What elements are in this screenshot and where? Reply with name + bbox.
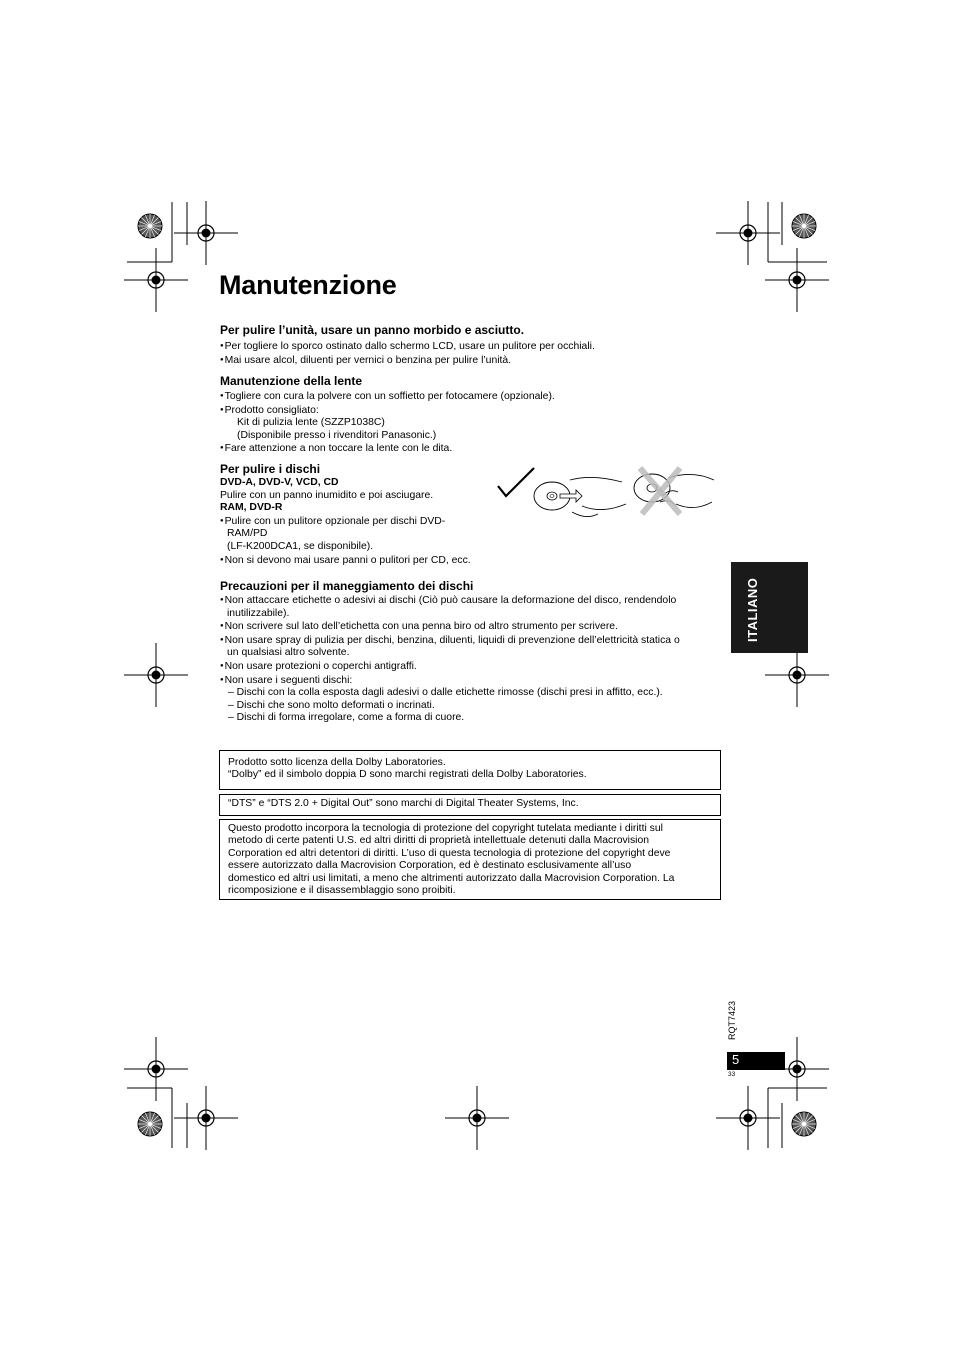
list-item: un qualsiasi altro solvente.: [227, 647, 350, 659]
disc-type-label: RAM, DVD-R: [220, 502, 283, 514]
list-item: RAM/PD: [227, 528, 268, 540]
notice-line: ricomposizione e il disassemblaggio sono proibiti.: [228, 885, 456, 897]
notice-line: “DTS” e “DTS 2.0 + Digital Out” sono marchi di Digital Theater Systems, Inc.: [228, 798, 579, 809]
list-item: ● Non attaccare etichette o adesivi ai dischi (Ciò può causare la deformazione del disco, rendendolo: [220, 594, 680, 608]
disc-type-label: DVD-A, DVD-V, VCD, CD: [220, 477, 339, 488]
list-item: – Dischi di forma irregolare, come a forma di cuore.: [228, 712, 465, 724]
dts-notice: [219, 794, 721, 816]
language-tab-label: ITALIANO: [745, 577, 760, 642]
model-code: RQT7423: [727, 1000, 737, 1040]
list-item: ● Mai usare alcol, diluenti per vernici o benzina per pulire l’unità.: [220, 354, 595, 368]
list-item: ● Non si devono mai usare panni o pulitori per CD, ecc.: [220, 554, 471, 568]
list-item: (LF-K200DCA1, se disponibile).: [227, 540, 374, 552]
list-item: ● Non usare spray di pulizia per dischi, benzina, diluenti, liquidi di prevenzione dell’elettricità statica o: [220, 634, 680, 648]
list-item: Pulire con un panno inumidito e poi asciugare.: [220, 489, 434, 501]
correct-disc-icon: [534, 477, 626, 516]
list-item: ● Prodotto consigliato:: [220, 404, 555, 418]
disc-cleaning-illustration: [492, 464, 722, 524]
list-item: Kit di pulizia lente (SZZP1038C): [237, 417, 385, 429]
notice-line: Questo prodotto incorpora la tecnologia di protezione del copyright tutelata mediante i diritti sul: [228, 823, 663, 834]
dolby-notice: [219, 750, 721, 790]
list-item: ● Non usare i seguenti dischi:: [220, 674, 680, 688]
lens-list: [220, 390, 555, 456]
notice-line: essere autorizzato dalla Macrovision Corporation, ed è destinato esclusivamente all’uso: [228, 860, 632, 872]
page-number: 5: [732, 1052, 740, 1067]
notice-line: metodo di certe patenti U.S. ed altri diritti di proprietà intellettuale detenuti dalla Macrovision: [228, 835, 650, 847]
list-item: inutilizzabile).: [227, 607, 290, 619]
discs-list: [220, 477, 471, 567]
notice-line: “Dolby” ed il simbolo doppia D sono marchi registrati della Dolby Laboratories.: [228, 769, 587, 781]
cleaning-unit-list: [220, 340, 595, 367]
list-item: ● Pulire con un pulitore opzionale per dischi DVD-: [220, 515, 471, 529]
notice-line: Prodotto sotto licenza della Dolby Laboratories.: [228, 757, 446, 768]
notice-line: Corporation ed altri detentori di diritti. L’uso di questa tecnologia di protezione del copyright deve: [228, 847, 671, 859]
macrovision-notice: [219, 819, 721, 900]
lens-heading: Manutenzione della lente: [220, 374, 363, 388]
page-title: Manutenzione: [219, 270, 397, 300]
list-item: (Disponibile presso i rivenditori Panasonic.): [237, 429, 437, 441]
cleaning-unit-heading: Per pulire l’unità, usare un panno morbido e asciutto.: [220, 323, 525, 337]
discs-heading: Per pulire i dischi: [220, 462, 321, 476]
list-item: ● Fare attenzione a non toccare la lente con le dita.: [220, 442, 555, 456]
checkmark-icon: [498, 468, 534, 496]
notice-line: domestico ed altri usi limitati, a meno che altrimenti autorizzato dalla Macrovision Corporation. La: [228, 872, 675, 884]
list-item: ● Non scrivere sul lato dell’etichetta con una penna biro od altro strumento per scrivere.: [220, 620, 680, 634]
language-tab: [731, 562, 808, 653]
handling-heading: Precauzioni per il maneggiamento dei dischi: [220, 579, 474, 593]
page-small-number: 33: [728, 1071, 736, 1078]
list-item: ● Non usare protezioni o coperchi antigraffi.: [220, 660, 680, 674]
list-item: – Dischi con la colla esposta dagli adesivi o dalle etichette rimosse (dischi presi in affitto, ecc.).: [228, 687, 663, 699]
list-item: ● Togliere con cura la polvere con un soffietto per fotocamere (opzionale).: [220, 390, 555, 404]
list-item: ● Per togliere lo sporco ostinato dallo schermo LCD, usare un pulitore per occhiali.: [220, 340, 595, 354]
handling-list: [220, 594, 680, 725]
wrong-disc-icon: [634, 468, 714, 514]
list-item: – Dischi che sono molto deformati o incrinati.: [228, 699, 435, 711]
